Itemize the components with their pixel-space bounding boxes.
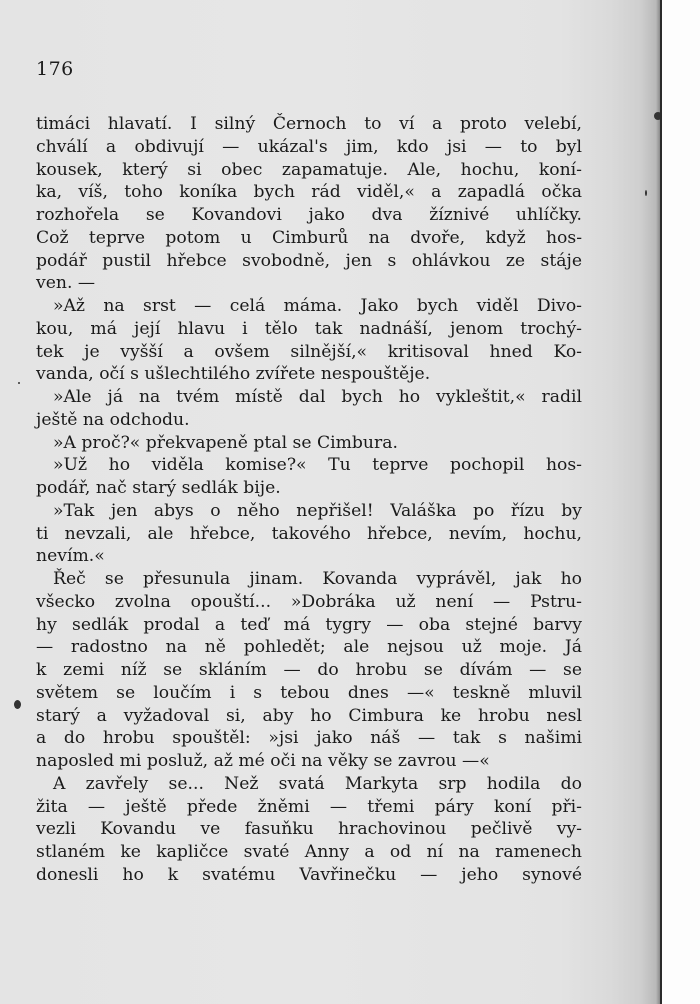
text-line: »Až na srst — celá máma. Jako bych viděl Divo- xyxy=(53,296,582,316)
paragraph xyxy=(36,432,582,455)
text-line: Což teprve potom u Cimburů na dvoře, když hos- xyxy=(36,227,582,248)
scan-speck xyxy=(14,700,21,709)
text-line: kou, má její hlavu i tělo tak nadnáší, jenom trochý- xyxy=(36,318,582,339)
text-line: Řeč se přesunula jinam. Kovanda vyprávěl, jak ho xyxy=(53,569,582,589)
text-line: ti nevzali, ale hřebce, takového hřebce, nevím, hochu, xyxy=(36,523,582,544)
paragraph xyxy=(36,386,582,432)
page-edge xyxy=(660,0,662,1004)
text-line: timáci hlavatí. I silný Černoch to ví a proto velebí, xyxy=(36,114,582,134)
text-line: naposled mi posluž, až mé oči na věky se zavrou —« xyxy=(36,751,490,771)
paragraph xyxy=(36,113,582,295)
page-number: 176 xyxy=(36,58,74,80)
text-line: nevím.« xyxy=(36,546,105,567)
text-line: žita — ještě přede žněmi — třemi páry koní při- xyxy=(36,796,582,817)
scan-speck xyxy=(18,382,20,384)
paragraph xyxy=(36,568,582,773)
text-line: všecko zvolna opouští... »Dobráka už není — Pstru- xyxy=(36,591,582,612)
text-line: a do hrobu spouštěl: »jsi jako náš — tak s našimi xyxy=(36,728,582,749)
text-line: vezli Kovandu ve fasuňku hrachovinou pečlivě vy- xyxy=(36,819,582,840)
text-line: stlaném ke kapličce svaté Anny a od ní na ramenech xyxy=(36,842,582,862)
text-line: vanda, očí s ušlechtilého zvířete nespouštěje. xyxy=(36,364,431,385)
text-line: hy sedlák prodal a teď má tygry — oba stejné barvy xyxy=(36,614,582,635)
text-line: tek je vyšší a ovšem silnější,« kritisoval hned Ko- xyxy=(36,341,582,362)
text-line: k zemi níž se skláním — do hrobu se dívám — se xyxy=(36,660,582,680)
text-line: donesli ho k svatému Vavřinečku — jeho synové xyxy=(36,864,582,885)
paragraph xyxy=(36,454,582,500)
paragraph xyxy=(36,773,582,887)
text-line: kousek, který si obec zapamatuje. Ale, hochu, koní- xyxy=(36,159,582,180)
text-line: »Tak jen abys o něho nepřišel! Valáška po řízu by xyxy=(53,500,582,521)
body-text xyxy=(36,113,582,887)
text-line: A zavřely se... Než svatá Markyta srp hodila do xyxy=(53,773,582,794)
paragraph xyxy=(36,500,582,568)
paragraph xyxy=(36,295,582,386)
text-line: ven. — xyxy=(36,273,96,294)
text-line: ještě na odchodu. xyxy=(36,409,190,430)
text-line: »Ale já na tvém místě dal bych ho vykleštit,« radil xyxy=(53,387,582,407)
text-line: »Už ho viděla komise?« Tu teprve pochopil hos- xyxy=(53,455,582,476)
text-line: — radostno na ně pohledět; ale nejsou už moje. Já xyxy=(36,637,582,658)
text-line: chválí a obdivují — ukázal's jim, kdo jsi — to byl xyxy=(36,136,582,157)
text-line: podář pustil hřebce svobodně, jen s ohlávkou ze stáje xyxy=(36,250,582,271)
text-line: »A proč?« překvapeně ptal se Cimbura. xyxy=(53,432,398,453)
text-line: rozhořela se Kovandovi jako dva žíznivé uhlíčky. xyxy=(36,205,582,225)
text-line: podář, nač starý sedlák bije. xyxy=(36,478,281,498)
scan-speck xyxy=(645,190,647,196)
text-line: starý a vyžadoval si, aby ho Cimbura ke hrobu nesl xyxy=(36,705,582,726)
text-line: světem se loučím i s tebou dnes —« teskně mluvil xyxy=(36,682,582,703)
text-line: ka, víš, toho koníka bych rád viděl,« a zapadlá očka xyxy=(36,182,582,203)
